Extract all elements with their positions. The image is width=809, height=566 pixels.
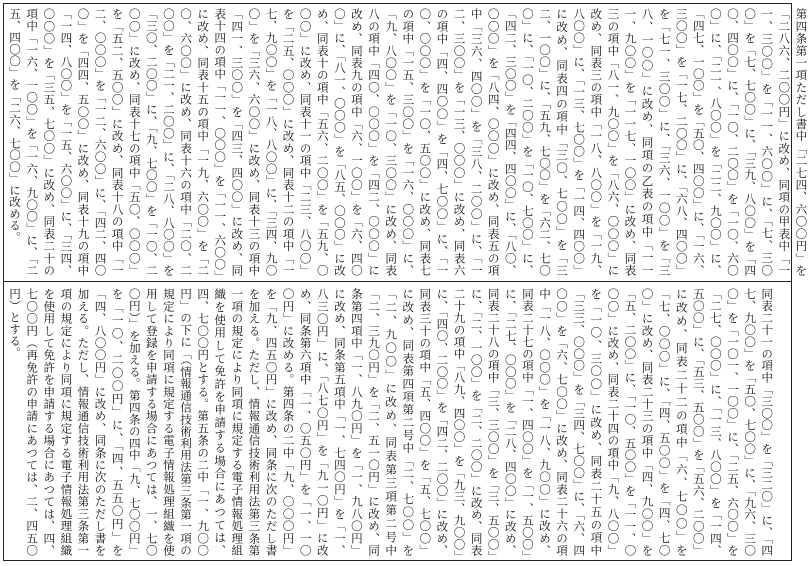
upper-vertical-text: [6, 8, 809, 276]
lower-paragraph: 同表二十一の項中「三〇〇」を「三二〇」に、「四七、九〇〇」を「五〇、七〇〇」に、「九六、三〇〇」を「一〇一、一〇〇」に、「二五、六〇〇」を「二七、〇〇〇」に、「一三、八〇〇」を「一四、五〇〇」に、「五三、五〇〇」を「五六、二〇〇」に改め、同表二十二の項中「六、七〇〇」を「七、〇〇〇」に、「四、五〇〇」を「四、七〇〇」に改め、同表二十三の項中「四、九〇〇」を「五、二〇〇」に、「一〇、五〇〇」を「一一、〇〇〇」に改め、同表二十四の項中「九、八〇〇」を「一〇、三〇〇」に改め、同表二十五の項中「三三、〇〇〇」を「三四、七〇〇」に、「六、四〇〇」を「六、七〇〇」に改め、同表二十六の項中「一八、〇〇〇」を「一八、九〇〇」に改め、同表二十七の項中「一、四〇〇」を「一、五〇〇」に、「二七、〇〇〇」を「二八、四〇〇」に改め、同表二十八の項中「三、三〇〇」を「三、五〇〇」に、「二、一〇〇」を「二、二〇〇」に改め、同表二十九の項中「八九、四〇〇」を「九三、九〇〇」に、「四〇、二〇〇」を「四二、二〇〇」に改め、同表三十の項中「五、四〇〇」を「五、七〇〇」に改め、同表第四項第二号中「二、七〇〇」を「二、九〇〇」に改め、同表第三項第二号中「二、三九〇円」を「二、五一〇円」に改め、同条第四項中「一、八九〇円」を「一、九八〇円」に改め、同条第五項中「一、七四〇円」を「一、八三〇円」に、「八七〇円」を「九一〇円」に改め、同条第六項中「一、〇五〇円」を「一、一〇〇円」に改める。第四条の二中「九、〇〇〇円」を「九、四五〇円」に改め、同条に次のただし書を加える。ただし、情報通信技術利用法第三条第一項の規定により同項に規定する電子情報処理組織を使用して免許を申請する場合にあつては、四、七〇〇円とする。第五条の二中「一、九〇〇円」の下に「（情報通信技術利用法第三条第一項の規定により同項に規定する電子情報処理組織を使用して登録を申請する場合にあつては、一、七〇〇円）」を加える。第四条の四中「九、七〇〇円」を「一〇、二〇〇円」に、「四、五五〇円」を「四、八〇〇円」に改め、同条に次のただし書を加える。ただし、情報通信技術利用法第三条第一項の規定により同項に規定する電子情報処理組織を使用して免許を申請する場合にあつては、四、七〇〇円（再免許の申請にあつては、二、四五〇円）とする。: [8, 288, 775, 556]
lower-text-block: [6, 288, 786, 556]
upper-text-block: [6, 8, 809, 276]
lower-vertical-text: [6, 288, 775, 556]
section-divider: [3, 281, 792, 282]
upper-paragraph: 第四条第一項ただし書中「二七四、六〇〇円」を「二八六、二〇〇円」に改め、同項の甲表中「一一、三〇〇」を「一一、六〇〇」に、「七、三〇〇」を「七、七〇〇」に、「三九、八〇〇」を「四〇、四〇〇」に、「一〇、二〇〇」を「一〇、六〇〇」に、「二一、八〇〇」を「二二、九〇〇」に、「四七、一〇〇」を「五〇、四〇〇」に、「一六、三〇〇」を「一七、二〇〇」に、「六八、四〇〇」を「七一、三〇〇」に、「三六、一〇〇」を「三八、一〇〇」に改め、同項の乙表の項中「一一一、九〇〇」を「一一七、一〇〇」に改め、同表三の項中「八一、九〇〇」を「八六、〇〇〇」に改め、同表三の項中「一八、八〇〇」を「一九、八〇〇」に、「一三、七〇〇」を「一四、四〇〇」に改め、同表四の項中「三〇、七〇〇」を「三二、一〇〇」に、「五九、七〇〇」を「六二、七〇〇」に、「一〇、二〇〇」を「一〇、七〇〇」に、「四二、三〇〇」を「四四、四〇〇」に、「八〇、〇〇〇」を「八四、〇〇〇」に改め、同表五の項中「三六、四〇〇」を「三八、二〇〇」に、「一二、三〇〇」を「一三、〇〇〇」に改め、同表六の項中「四、四〇〇」を「四、七〇〇」に、「一〇、〇〇〇」を「一〇、五〇〇」に改め、同表七の項中「一五、三〇〇」を「一六、〇〇〇」に、「九、八〇〇」を「一〇、三〇〇」に改め、同表八の項中「四〇、〇〇〇」を「四二、〇〇〇」に改め、同表九の項中「六、一〇〇」を「六、四〇〇」に、「八一、〇〇〇」を「八五、〇〇〇」に改め、同表十の項中「五六、二〇〇」を「五九、〇〇〇」に改め、同表十一の項中「二三、八〇〇」を「二五、〇〇〇」に改め、同表十二の項中「一七、九〇〇」を「一八、八〇〇」に、「三四、九〇〇」を「三六、六〇〇」に改め、同表十三の項中「四一、三〇〇」を「四三、四〇〇」に改め、同表十四の項中「一一、〇〇〇」を「一一、六〇〇」に改め、同表十五の項中「一九、六〇〇」を「二〇、六〇〇」に改め、同表十六の項中「二〇、二〇〇」を「二一、二〇〇」に、「二八、八〇〇」を「三〇、二〇〇」に、「九、七〇〇」を「一〇、二〇〇」に改め、同表十七の項中「五〇、〇〇〇」を「五二、五〇〇」に改め、同表十八の項中「一二、〇〇〇」を「一二、六〇〇」に、「四二、四〇〇」を「四四、五〇〇」に改め、同表十九の項中「一四、八〇〇」を「一五、六〇〇」に、「三四、〇〇〇」を「三五、七〇〇」に改め、同表二十の項中「一六、一〇〇」を「一六、九〇〇」に、「二五、四〇〇」を「二六、七〇〇」に改める。: [8, 8, 809, 276]
